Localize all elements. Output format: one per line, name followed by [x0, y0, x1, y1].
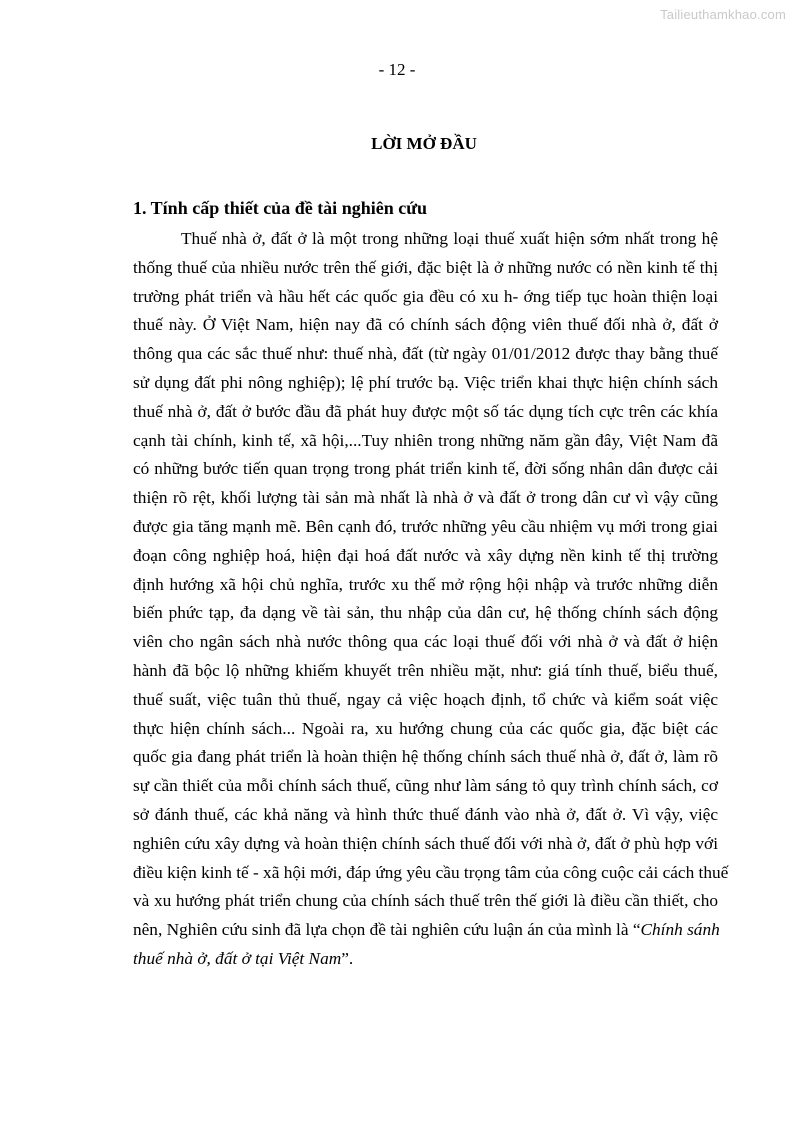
- paragraph-line: thống thuế của nhiều nước trên thế giới, đặc biệt là ở những nước có nền kinh tế thị: [133, 257, 718, 277]
- paragraph-line: quốc gia đang phát triển là hoàn thiện hệ thống chính sách thuế nhà ở, đất ở, làm rõ: [133, 747, 718, 767]
- quoted-title-end: thuế nhà ở, đất ở tại Việt Nam: [133, 948, 342, 968]
- paragraph-line: điều kiện kinh tế - xã hội mới, đáp ứng yêu cầu trọng tâm của công cuộc cải cách thuế: [133, 862, 729, 882]
- paragraph-line: định hướng xã hội chủ nghĩa, trước xu thế mở rộng hội nhập và trước những diễn: [133, 574, 718, 594]
- paragraph-line: sử dụng đất phi nông nghiệp); lệ phí trước bạ. Việc triển khai thực hiện chính sách: [133, 372, 718, 392]
- paragraph-line: viên cho ngân sách nhà nước thông qua các loại thuế đối với nhà ở và đất ở hiện: [133, 632, 718, 652]
- paragraph-line: thông qua các sắc thuế như: thuế nhà, đất (từ ngày 01/01/2012 được thay bằng thuế: [133, 344, 718, 364]
- paragraph-line: thuế này. Ở Việt Nam, hiện nay đã có chính sách động viên thuế đối nhà ở, đất ở: [133, 315, 718, 335]
- paragraph-final-line: [133, 945, 718, 974]
- body-paragraph: [133, 225, 729, 974]
- watermark: Tailieuthamkhao.com: [660, 7, 786, 22]
- quoted-title-start: Chính sánh: [640, 920, 720, 940]
- paragraph-line: cạnh tài chính, kinh tế, xã hội,...Tuy nhiên trong những năm gần đây, Việt Nam đã: [133, 430, 718, 450]
- paragraph-line: hành đã bộc lộ những khiếm khuyết trên nhiều mặt, như: giá tính thuế, biểu thuế,: [133, 660, 718, 680]
- section-heading: 1. Tính cấp thiết của đề tài nghiên cứu: [133, 198, 428, 218]
- paragraph-line: và xu hướng phát triển chung của chính sách thuế trên thế giới là điều cần thiết, cho: [133, 891, 718, 911]
- paragraph-line: đoạn công nghiệp hoá, hiện đại hoá đất nước và xây dựng nền kinh tế thị trường: [133, 545, 718, 565]
- paragraph-line: thực hiện chính sách... Ngoài ra, xu hướng chung của các quốc gia, đặc biệt các: [133, 718, 718, 738]
- paragraph-line: được gia tăng mạnh mẽ. Bên cạnh đó, trước những yêu cầu nhiệm vụ mới trong giai: [133, 516, 718, 536]
- paragraph-line: nghiên cứu xây dựng và hoàn thiện chính sách thuế đối với nhà ở, đất ở phù hợp với: [133, 833, 718, 853]
- paragraph-line: thuế nhà ở, đất ở bước đầu đã phát huy được một số tác dụng tích cực trên các khía: [133, 401, 718, 421]
- paragraph-line: sự cần thiết của mỗi chính sách thuế, cũng như làm sáng tỏ quy trình chính sách, cơ: [133, 776, 718, 796]
- page-number: - 12 -: [378, 60, 416, 79]
- document-title: LỜI MỞ ĐẦU: [371, 134, 477, 153]
- paragraph-line-with-quote: [133, 916, 718, 945]
- paragraph-line-text: nên, Nghiên cứu sinh đã lựa chọn đề tài nghiên cứu luận án của mình là “: [133, 920, 641, 940]
- paragraph-line: sở đánh thuế, các khả năng và hình thức thuế đánh vào nhà ở, đất ở. Vì vậy, việc: [133, 804, 718, 824]
- paragraph-line: thuế suất, việc tuân thủ thuế, ngay cả việc hoạch định, tổ chức và kiểm soát việc: [133, 689, 718, 709]
- paragraph-line: thiện rõ rệt, khối lượng tài sản mà nhất là nhà ở và đất ở trong dân cư vì vậy cũng: [133, 488, 718, 508]
- paragraph-line: biến phức tạp, đa dạng về tài sản, thu nhập của dân cư, hệ thống chính sách động: [133, 603, 718, 623]
- paragraph-line: trường phát triển và hầu hết các quốc gia đều có xu h- ớng tiếp tục hoàn thiện loại: [133, 286, 718, 306]
- closing-quote: ”.: [341, 948, 354, 968]
- paragraph-line: Thuế nhà ở, đất ở là một trong những loại thuế xuất hiện sớm nhất trong hệ: [181, 229, 718, 248]
- paragraph-line: có những bước tiến quan trọng trong phát triển kinh tế, đời sống nhân dân được cải: [133, 459, 718, 479]
